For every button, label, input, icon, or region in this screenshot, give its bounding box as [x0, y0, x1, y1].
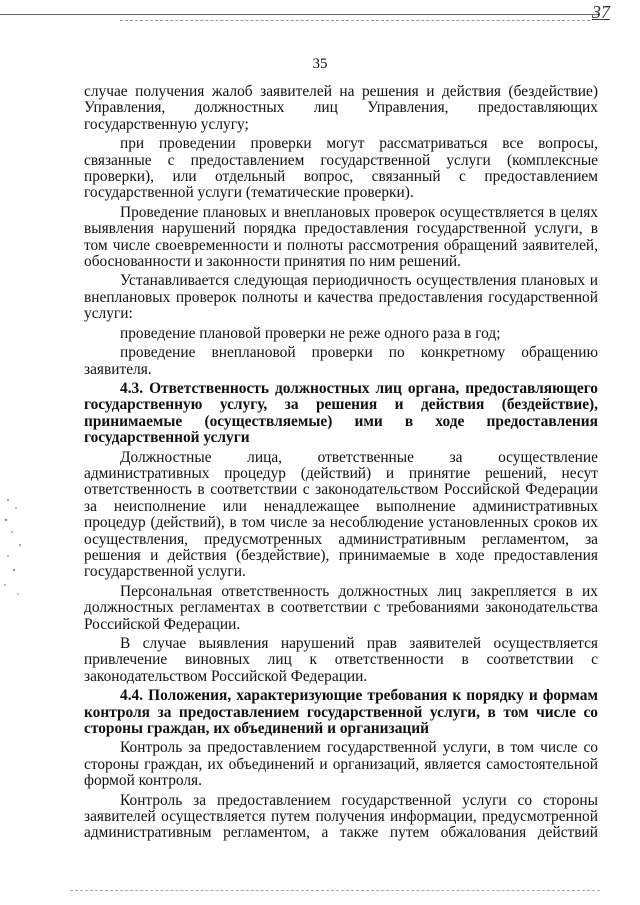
scan-noise	[2, 490, 26, 610]
paragraph: проведение внеплановой проверки по конкретному обращению заявителя.	[84, 344, 598, 378]
paragraph: Контроль за предоставлением государственной услуги со стороны заявителей осуществляется путем получения информации, предусмотренной административным регламентом, а также путем обжалования действий	[84, 791, 598, 842]
section-heading: 4.4. Положения, характеризующие требования к порядку и формам контроля за предоставлением государственной услуги, в том числе со стороны граждан, их объединений и организаций	[84, 687, 598, 738]
paragraph: Контроль за предоставлением государственной услуги, в том числе со стороны граждан, их объединений и организаций, является самостоятельной формой контроля.	[84, 739, 598, 790]
paragraph: Должностные лица, ответственные за осуществление административных процедур (действий) и принятие решений, несут ответственность в соответствии с законодательством Российской Федерации за неисполнение или ненадлежащее выполнение административных процедур (действий), в том числе за несоблюдение установленных сроков их осуществления, предусмотренных административным регламентом, за решения и действия (бездействие), принимаемые в ходе предоставления государственной услуги.	[84, 448, 598, 581]
scan-edge-line	[70, 890, 600, 891]
page-number: 35	[312, 56, 328, 72]
scan-edge-line	[120, 20, 590, 21]
paragraph: проведение плановой проверки не реже одного раза в год;	[120, 324, 501, 342]
paragraph: Персональная ответственность должностных лиц закрепляется в их должностных регламентах в соответствии с требованиями законодательства Российской Федерации.	[84, 582, 598, 633]
document-body	[84, 84, 598, 845]
paragraph: при проведении проверки могут рассматриваться все вопросы, связанные с предоставлением государственной услуги (комплексные проверки), или отдельный вопрос, связанный с предоставлением государственной услуги (тематические проверки).	[84, 135, 598, 202]
paragraph: случае получения жалоб заявителей на решения и действия (бездействие) Управления, должностных лиц Управления, предоставляющих государственную услугу;	[84, 83, 598, 133]
handwritten-page-number: 37	[592, 2, 610, 22]
section-heading: 4.3. Ответственность должностных лиц органа, предоставляющего государственную услугу, за решения и действия (бездействие), принимаемые (осуществляемые) ими в ходе предоставления государственной услуги	[84, 379, 598, 447]
scan-edge-line	[0, 14, 600, 15]
paragraph: В случае выявления нарушений прав заявителей осуществляется привлечение виновных лиц к ответственности в соответствии с законодательством Российской Федерации.	[84, 635, 598, 685]
paragraph: Проведение плановых и внеплановых проверок осуществляется в целях выявления нарушений порядка предоставления государственной услуги, в том числе своевременности и полноты рассмотрения обращений заявителей, обоснованности и законности принятия по ним решений.	[84, 203, 598, 271]
paragraph: Устанавливается следующая периодичность осуществления плановых и внеплановых проверок полноты и качества предоставления государственной услуги:	[84, 272, 598, 323]
